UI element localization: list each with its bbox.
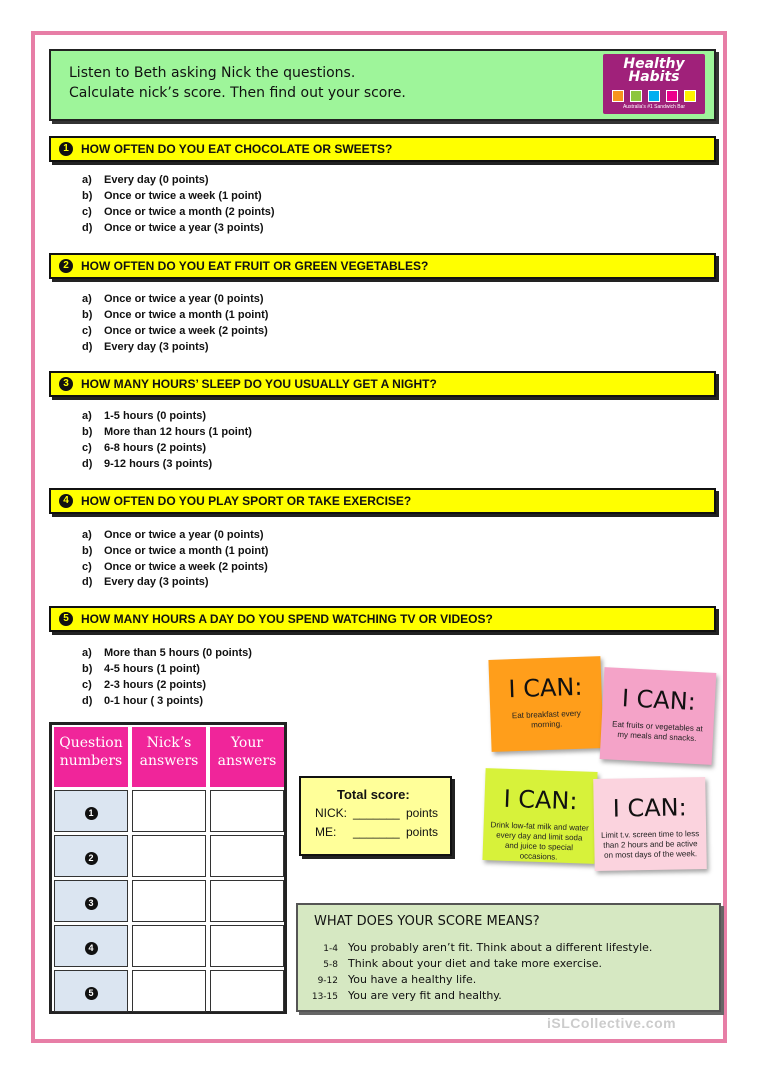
q5-option-b: b) 4-5 hours (1 point) bbox=[82, 663, 200, 675]
my-score-points: points bbox=[406, 825, 439, 839]
table-header-question-numbers: Question numbers bbox=[54, 727, 128, 787]
sticky-note-screen-time bbox=[593, 777, 707, 871]
score-meaning-row-4: 13-15 You are very fit and healthy. bbox=[311, 989, 502, 1002]
q2-option-d: d) Every day (3 points) bbox=[82, 341, 209, 353]
logo-square-yellow bbox=[684, 90, 696, 102]
q4-option-d: d) Every day (3 points) bbox=[82, 576, 209, 588]
answer-table bbox=[49, 722, 287, 1014]
question-5-bar bbox=[49, 606, 716, 632]
question-4-bar bbox=[49, 488, 716, 514]
q2-option-c: c) Once or twice a week (2 points) bbox=[82, 325, 268, 337]
q5-option-c: c) 2-3 hours (2 points) bbox=[82, 679, 207, 691]
logo-word-2: Habits bbox=[628, 69, 680, 85]
q1-option-c: c) Once or twice a month (2 points) bbox=[82, 206, 275, 218]
q2-option-b: b) Once or twice a month (1 point) bbox=[82, 309, 269, 321]
logo-square-pink bbox=[666, 90, 678, 102]
your-answer-5[interactable] bbox=[210, 970, 284, 1012]
score-meaning-box bbox=[296, 903, 721, 1012]
logo-square-green bbox=[630, 90, 642, 102]
my-score-label: ME: bbox=[315, 825, 337, 839]
logo-square-blue bbox=[648, 90, 660, 102]
note-2-text: Eat fruits or vegetables at my meals and snacks. bbox=[611, 719, 703, 744]
table-row-1-label: 1 bbox=[54, 790, 128, 832]
instruction-line-2: Calculate nick’s score. Then find out your score. bbox=[69, 85, 406, 101]
question-4-text: HOW OFTEN DO YOU PLAY SPORT OR TAKE EXERCISE? bbox=[81, 494, 412, 508]
sticky-note-fruit bbox=[600, 667, 717, 765]
q1-option-a: a) Every day (0 points) bbox=[82, 174, 209, 186]
question-3-text: HOW MANY HOURS’ SLEEP DO YOU USUALLY GET A NIGHT? bbox=[81, 377, 437, 391]
table-row-3-label: 3 bbox=[54, 880, 128, 922]
q4-option-a: a) Once or twice a year (0 points) bbox=[82, 529, 264, 541]
question-3-number: 3 bbox=[59, 377, 73, 391]
note-1-heading: I CAN: bbox=[508, 672, 583, 704]
question-1-text: HOW OFTEN DO YOU EAT CHOCOLATE OR SWEETS? bbox=[81, 142, 393, 156]
nick-answer-1[interactable] bbox=[132, 790, 206, 832]
q4-option-c: c) Once or twice a week (2 points) bbox=[82, 561, 268, 573]
note-3-heading: I CAN: bbox=[503, 784, 578, 816]
question-5-number: 5 bbox=[59, 612, 73, 626]
my-score-blank[interactable]: _______ bbox=[353, 825, 400, 839]
q2-option-a: a) Once or twice a year (0 points) bbox=[82, 293, 264, 305]
score-meaning-row-3: 9-12 You have a healthy life. bbox=[317, 973, 477, 986]
score-meaning-title: WHAT DOES YOUR SCORE MEANS? bbox=[314, 914, 540, 929]
score-meaning-row-1: 1-4 You probably aren’t fit. Think about a different lifestyle. bbox=[323, 941, 653, 954]
score-meaning-row-2: 5-8 Think about your diet and take more exercise. bbox=[323, 957, 603, 970]
nick-score-points: points bbox=[406, 806, 439, 820]
table-header-nicks-answers: Nick’s answers bbox=[132, 727, 206, 787]
table-row-2-label: 2 bbox=[54, 835, 128, 877]
logo-word-1: Healthy bbox=[623, 56, 685, 72]
q5-option-d: d) 0-1 hour ( 3 points) bbox=[82, 695, 203, 707]
your-answer-3[interactable] bbox=[210, 880, 284, 922]
note-2-heading: I CAN: bbox=[621, 684, 697, 716]
logo-tagline: Australia's #1 Sandwich Bar bbox=[622, 104, 686, 110]
question-3-bar bbox=[49, 371, 716, 397]
sticky-note-milk bbox=[482, 768, 597, 864]
question-1-bar bbox=[49, 136, 716, 162]
question-2-bar bbox=[49, 253, 716, 279]
note-4-heading: I CAN: bbox=[612, 793, 687, 823]
your-answer-4[interactable] bbox=[210, 925, 284, 967]
table-row-5-label: 5 bbox=[54, 970, 128, 1012]
question-2-text: HOW OFTEN DO YOU EAT FRUIT OR GREEN VEGETABLES? bbox=[81, 259, 429, 273]
nick-score-blank[interactable]: _______ bbox=[353, 806, 400, 820]
your-answer-1[interactable] bbox=[210, 790, 284, 832]
q3-option-d: d) 9-12 hours (3 points) bbox=[82, 458, 213, 470]
note-3-text: Drink low-fat milk and water every day and limit soda and juice to special occasions. bbox=[490, 820, 589, 862]
question-1-number: 1 bbox=[59, 142, 73, 156]
instruction-line-1: Listen to Beth asking Nick the questions. bbox=[69, 65, 356, 81]
nick-answer-2[interactable] bbox=[132, 835, 206, 877]
watermark: iSLCollective.com bbox=[547, 1015, 677, 1031]
your-answer-2[interactable] bbox=[210, 835, 284, 877]
note-1-text: Eat breakfast every morning. bbox=[511, 708, 581, 730]
question-2-number: 2 bbox=[59, 259, 73, 273]
logo-square-orange bbox=[612, 90, 624, 102]
nick-answer-5[interactable] bbox=[132, 970, 206, 1012]
question-5-text: HOW MANY HOURS A DAY DO YOU SPEND WATCHING TV OR VIDEOS? bbox=[81, 612, 493, 626]
table-row-4-label: 4 bbox=[54, 925, 128, 967]
q1-option-d: d) Once or twice a year (3 points) bbox=[82, 222, 264, 234]
nick-answer-3[interactable] bbox=[132, 880, 206, 922]
total-score-title: Total score: bbox=[337, 787, 410, 802]
nick-answer-4[interactable] bbox=[132, 925, 206, 967]
q3-option-c: c) 6-8 hours (2 points) bbox=[82, 442, 207, 454]
q3-option-a: a) 1-5 hours (0 points) bbox=[82, 410, 207, 422]
table-header-your-answers: Your answers bbox=[210, 727, 284, 787]
healthy-habits-logo bbox=[603, 54, 705, 114]
q3-option-b: b) More than 12 hours (1 point) bbox=[82, 426, 252, 438]
q5-option-a: a) More than 5 hours (0 points) bbox=[82, 647, 252, 659]
question-4-number: 4 bbox=[59, 494, 73, 508]
total-score-box bbox=[299, 776, 452, 856]
q4-option-b: b) Once or twice a month (1 point) bbox=[82, 545, 269, 557]
sticky-note-breakfast bbox=[488, 656, 603, 752]
q1-option-b: b) Once or twice a week (1 point) bbox=[82, 190, 262, 202]
nick-score-label: NICK: bbox=[315, 806, 348, 820]
note-4-text: Limit t.v. screen time to less than 2 hours and be active on most days of the week. bbox=[601, 829, 700, 860]
